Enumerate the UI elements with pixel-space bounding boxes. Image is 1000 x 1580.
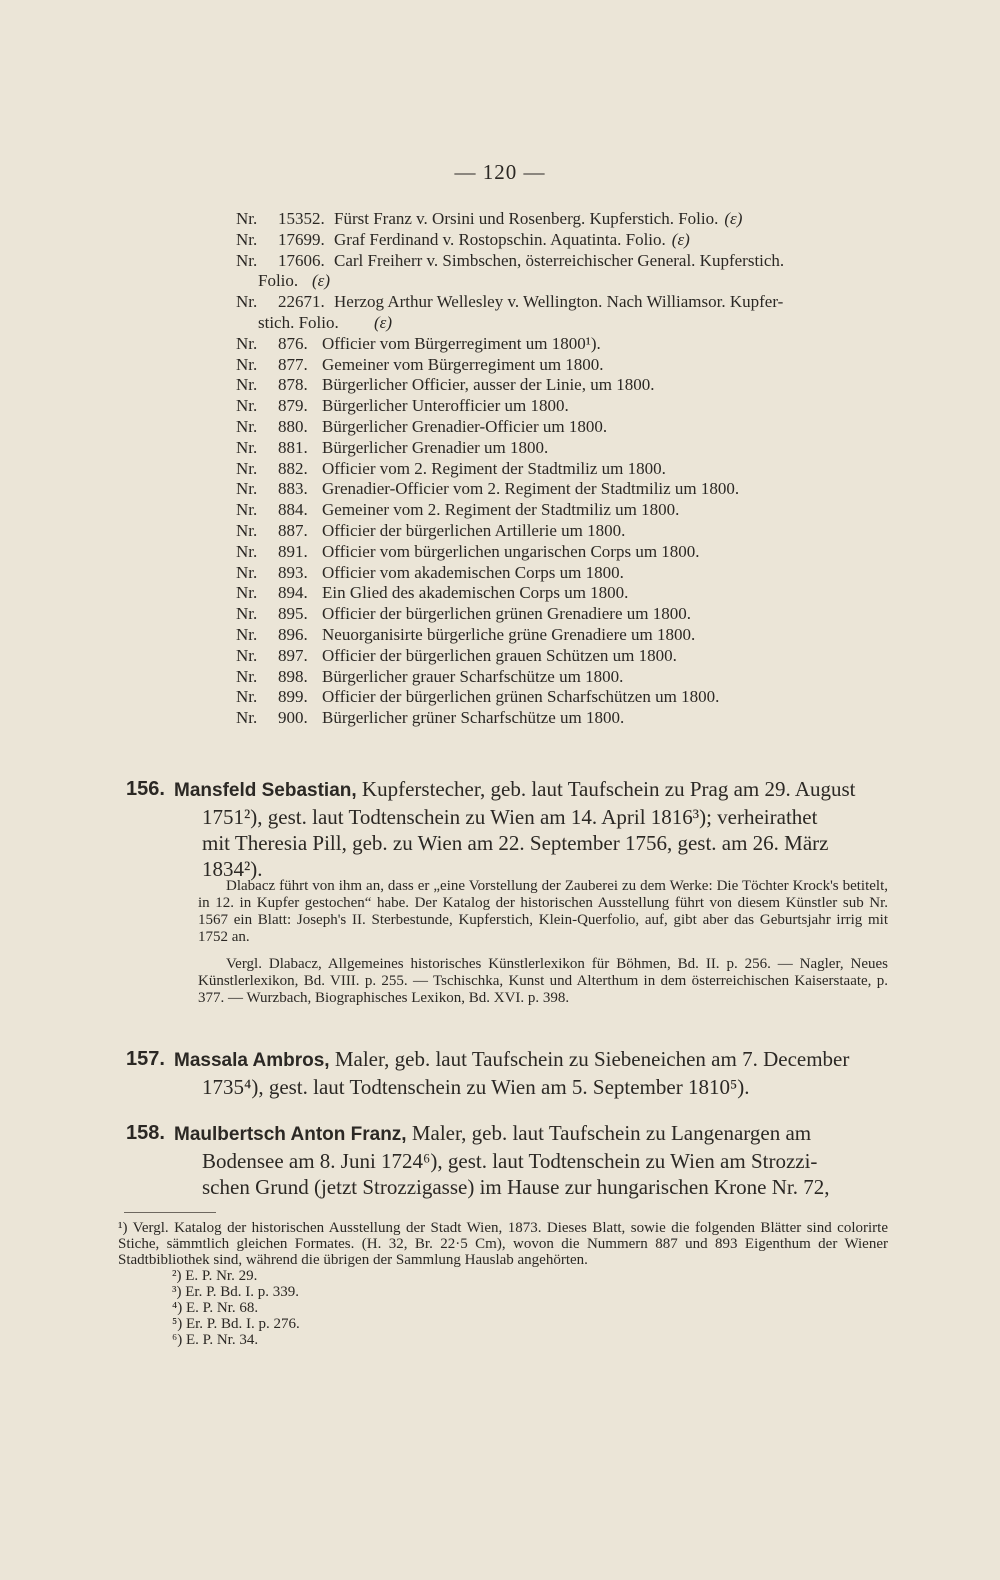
item-text: Gemeiner vom 2. Regiment der Stadtmiliz um 1800. [322, 500, 680, 520]
list-item [236, 355, 896, 376]
footnote: ⁵) Er. P. Bd. I. p. 276. [172, 1316, 300, 1332]
marker: (ε) [724, 209, 743, 228]
item-number: 879. [278, 396, 308, 416]
list-item [236, 292, 896, 334]
item-text: Fürst Franz v. Orsini und Rosenberg. Kupferstich. Folio. [334, 209, 719, 228]
list-item [236, 708, 896, 729]
item-text: Neuorganisirte bürgerliche grüne Grenadiere um 1800. [322, 624, 696, 644]
item-number: 22671. [278, 292, 325, 312]
entry-name: Massala Ambros, [174, 1050, 330, 1071]
entry-line: Maler, geb. laut Taufschein zu Langenargen am [411, 1121, 812, 1145]
item-number: 876. [278, 333, 308, 353]
nr-label: Nr. [236, 250, 258, 270]
nr-label: Nr. [236, 562, 258, 582]
item-number: 900. [278, 708, 308, 728]
item-text: Bürgerlicher grüner Scharfschütze um 1800. [322, 708, 625, 728]
list-item [236, 583, 896, 604]
item-number: 898. [278, 666, 308, 686]
nr-label: Nr. [236, 520, 258, 540]
nr-label: Nr. [236, 416, 258, 436]
entry-number: 158. [126, 1122, 165, 1144]
list-item [236, 479, 896, 500]
item-number: 880. [278, 416, 308, 436]
nr-label: Nr. [236, 479, 258, 499]
item-number: 877. [278, 354, 308, 374]
entry-157 [126, 1046, 896, 1100]
list-item [236, 687, 896, 708]
list-item [236, 334, 896, 355]
item-number: 17699. [278, 229, 325, 249]
list-item [236, 209, 896, 230]
list-item [236, 396, 896, 417]
entry-note [198, 878, 888, 946]
entry-line: 1751²), gest. laut Todtenschein zu Wien am 14. April 1816³); verheirathet [202, 805, 818, 829]
item-text: Carl Freiherr v. Simbschen, österreichischer General. Kupferstich. [334, 250, 785, 270]
nr-label: Nr. [236, 500, 258, 520]
list-item [236, 438, 896, 459]
list-item [236, 646, 896, 667]
footnote: ⁶) E. P. Nr. 34. [172, 1332, 259, 1348]
item-text: Bürgerlicher Grenadier um 1800. [322, 437, 549, 457]
item-text: Officier vom akademischen Corps um 1800. [322, 562, 624, 582]
entry-reference-text: Vergl. Dlabacz, Allgemeines historisches Künstlerlexikon für Böhmen, Bd. II. p. 256. — Nagler, Neues Künstlerlexikon, Bd. VIII. p. 255. — Tschischka, Kunst und Alterthum in dem österreichischen Kaiserstaate, p. 377. — Wurzbach, Biographisches Lexikon, Bd. XVI. p. 398. [198, 956, 888, 1006]
nr-label: Nr. [236, 209, 258, 228]
item-number: 891. [278, 541, 308, 561]
list-item [236, 563, 896, 584]
item-number: 893. [278, 562, 308, 582]
item-text: Bürgerlicher Unterofficier um 1800. [322, 396, 569, 416]
item-number: 878. [278, 375, 308, 395]
item-text: Officier der bürgerlichen Artillerie um 1800. [322, 520, 626, 540]
entry-number: 157. [126, 1048, 165, 1070]
nr-label: Nr. [236, 687, 258, 707]
list-item [236, 230, 896, 251]
entry-line: schen Grund (jetzt Strozzigasse) im Hause zur hungarischen Krone Nr. 72, [202, 1175, 830, 1199]
item-text: Officier der bürgerlichen grünen Grenadiere um 1800. [322, 604, 691, 624]
footnote-divider [124, 1212, 216, 1213]
item-number: 897. [278, 645, 308, 665]
item-number: 899. [278, 687, 308, 707]
item-text: Bürgerlicher Grenadier-Officier um 1800. [322, 416, 608, 436]
item-text-continued: Folio. [258, 271, 299, 291]
item-number: 882. [278, 458, 308, 478]
entry-156 [126, 776, 896, 882]
item-text: Officier vom Bürgerregiment um 1800¹). [322, 333, 601, 353]
list-item [236, 521, 896, 542]
item-text: Graf Ferdinand v. Rostopschin. Aquatinta. Folio. [334, 229, 666, 249]
nr-label: Nr. [236, 292, 258, 312]
nr-label: Nr. [236, 583, 258, 603]
item-number: 895. [278, 604, 308, 624]
list-item [236, 417, 896, 438]
nr-label: Nr. [236, 604, 258, 624]
entry-line: 1735⁴), gest. laut Todtenschein zu Wien am 5. September 1810⁵). [202, 1075, 750, 1099]
nr-label: Nr. [236, 666, 258, 686]
list-item [236, 667, 896, 688]
item-text: Ein Glied des akademischen Corps um 1800. [322, 583, 629, 603]
item-number: 884. [278, 500, 308, 520]
nr-label: Nr. [236, 541, 258, 561]
footnote: ⁴) E. P. Nr. 68. [172, 1300, 259, 1316]
nr-label: Nr. [236, 624, 258, 644]
item-number: 17606. [278, 250, 325, 270]
marker: (ε) [374, 312, 393, 332]
item-text: Bürgerlicher Officier, ausser der Linie, um 1800. [322, 375, 655, 395]
footnote: ³) Er. P. Bd. I. p. 339. [172, 1284, 300, 1300]
entry-name: Mansfeld Sebastian, [174, 780, 357, 801]
footnotes [118, 1220, 888, 1348]
nr-label: Nr. [236, 229, 258, 249]
list-item [236, 625, 896, 646]
item-number: 881. [278, 437, 308, 457]
item-number: 15352. [278, 209, 325, 228]
nr-label: Nr. [236, 375, 258, 395]
item-number: 887. [278, 520, 308, 540]
list-item [236, 251, 896, 293]
entry-line: 1834²). [202, 857, 263, 881]
item-text: Officier der bürgerlichen grünen Scharfschützen um 1800. [322, 687, 720, 707]
item-number: 883. [278, 479, 308, 499]
entry-158 [126, 1120, 896, 1200]
entry-line: mit Theresia Pill, geb. zu Wien am 22. September 1756, gest. am 26. März [202, 831, 829, 855]
marker: (ε) [671, 229, 690, 249]
marker: (ε) [312, 271, 331, 291]
nr-label: Nr. [236, 354, 258, 374]
nr-label: Nr. [236, 708, 258, 728]
nr-label: Nr. [236, 645, 258, 665]
footnote: ¹) Vergl. Katalog der historischen Ausstellung der Stadt Wien, 1873. Dieses Blatt, sowie die folgenden Blätter sind colorirte Stiche, sämmtlich gleichen Formates. (H. 32, Br. 22·5 Cm), wovon die Nummern 887 und 893 Eigenthum der Wiener Stadtbibliothek sind, während die übrigen der Sammlung Hauslab angehörten. [118, 1220, 888, 1268]
catalog-list [236, 209, 896, 729]
entry-line: Maler, geb. laut Taufschein zu Siebeneichen am 7. December [334, 1047, 850, 1071]
entry-name: Maulbertsch Anton Franz, [174, 1124, 407, 1145]
item-text: Officier der bürgerlichen grauen Schützen um 1800. [322, 645, 677, 665]
nr-label: Nr. [236, 458, 258, 478]
list-item [236, 500, 896, 521]
list-item [236, 459, 896, 480]
item-text: Grenadier-Officier vom 2. Regiment der Stadtmiliz um 1800. [322, 479, 740, 499]
item-number: 894. [278, 583, 308, 603]
list-item [236, 542, 896, 563]
list-item [236, 375, 896, 396]
entry-reference [198, 956, 888, 1007]
item-number: 896. [278, 624, 308, 644]
entry-line: Bodensee am 8. Juni 1724⁶), gest. laut Todtenschein zu Wien am Strozzi- [202, 1149, 818, 1173]
item-text: Gemeiner vom Bürgerregiment um 1800. [322, 354, 604, 374]
footnote: ²) E. P. Nr. 29. [172, 1268, 258, 1284]
list-item [236, 604, 896, 625]
entry-note-text: Dlabacz führt von ihm an, dass er „eine Vorstellung der Zauberei zu dem Werke: Die Töchter Krock's betitelt, in 12. in Kupfer gestochen“ habe. Der Katalog der historischen Ausstellung führt von diesem Künstler sub Nr. 1567 ein Blatt: Joseph's II. Sterbestunde, Kupferstich, Klein-Querfolio, auf, gibt aber das Geburtsjahr irrig mit 1752 an. [198, 878, 888, 945]
page-number: — 120 — [454, 160, 546, 184]
nr-label: Nr. [236, 396, 258, 416]
item-text: Officier vom 2. Regiment der Stadtmiliz um 1800. [322, 458, 666, 478]
item-text: Herzog Arthur Wellesley v. Wellington. Nach Williamsor. Kupfer- [334, 292, 784, 312]
item-text-continued: stich. Folio. [258, 312, 339, 332]
nr-label: Nr. [236, 333, 258, 353]
nr-label: Nr. [236, 437, 258, 457]
entry-line: Kupferstecher, geb. laut Taufschein zu Prag am 29. August [361, 777, 856, 801]
item-text: Officier vom bürgerlichen ungarischen Corps um 1800. [322, 541, 700, 561]
entry-number: 156. [126, 778, 165, 800]
item-text: Bürgerlicher grauer Scharfschütze um 1800. [322, 666, 624, 686]
